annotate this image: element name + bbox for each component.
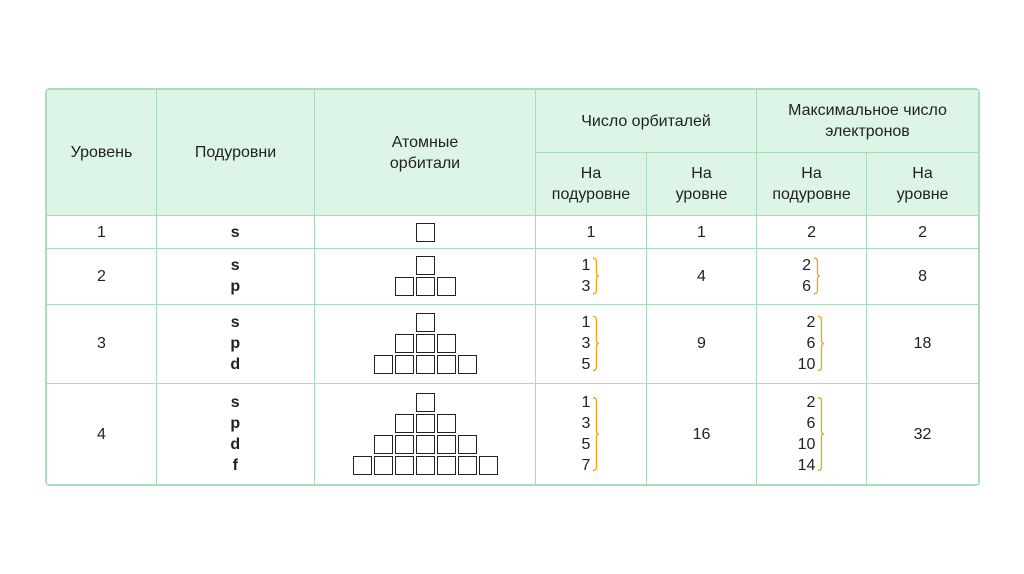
value: 2 [806, 394, 816, 412]
value: 6 [802, 278, 811, 296]
orbital-box [353, 456, 372, 475]
orbital-pyramid [415, 222, 436, 243]
table-row [47, 216, 979, 249]
electrons-level-cell: 2 [867, 216, 979, 249]
orbital-row [394, 333, 457, 354]
value: 3 [581, 335, 591, 353]
sublevel-label: d [230, 436, 241, 454]
orbital-pyramid [394, 255, 457, 297]
orbitals-level-cell: 4 [647, 249, 757, 304]
header-electrons-on-sublevel: На подуровне [757, 153, 867, 216]
orbital-box [374, 435, 393, 454]
orbital-row [373, 434, 478, 455]
orbital-row [352, 455, 499, 476]
level-cell: 3 [47, 304, 157, 384]
value: 2 [807, 223, 816, 241]
orbital-box [437, 334, 456, 353]
orbital-box [374, 355, 393, 374]
orbital-box [437, 355, 456, 374]
orbital-box [416, 435, 435, 454]
header-orbital-count: Число орбиталей [536, 90, 757, 153]
value: 2 [806, 314, 816, 332]
sublevel-label: f [232, 457, 239, 475]
orbitals-level-cell: 9 [647, 304, 757, 384]
electrons-sublevel-cell [757, 249, 867, 304]
orbital-box [395, 435, 414, 454]
orbital-pyramid [352, 392, 499, 476]
orbital-row [394, 413, 457, 434]
electrons-level-cell: 18 [867, 304, 979, 384]
header-level: Уровень [47, 90, 157, 216]
value: 6 [806, 415, 816, 433]
orbital-box [437, 414, 456, 433]
sublevels-cell [157, 249, 315, 304]
orbital-box [416, 223, 435, 242]
value: 5 [581, 356, 591, 374]
atomic-orbitals-cell [315, 384, 536, 485]
value: 10 [797, 356, 816, 374]
brace-icon [817, 312, 825, 375]
sublevels-cell [157, 304, 315, 384]
orbital-box [395, 456, 414, 475]
orbitals-sublevel-cell [536, 304, 647, 384]
sublevel-label: p [230, 335, 241, 353]
value: 10 [797, 436, 816, 454]
atomic-orbitals-cell [315, 304, 536, 384]
orbital-box [479, 456, 498, 475]
value: 1 [581, 257, 591, 275]
table-row [47, 249, 979, 304]
value: 5 [581, 436, 591, 454]
orbital-row [394, 276, 457, 297]
orbital-box [395, 277, 414, 296]
sublevels-cell [157, 216, 315, 249]
orbital-box [437, 277, 456, 296]
level-cell: 2 [47, 249, 157, 304]
orbital-row [415, 222, 436, 243]
brace-icon [817, 392, 825, 476]
brace-icon [592, 255, 600, 297]
orbital-box [437, 456, 456, 475]
value: 14 [797, 457, 816, 475]
value: 3 [581, 415, 591, 433]
orbital-box [395, 334, 414, 353]
orbital-box [416, 355, 435, 374]
sublevel-label: s [230, 223, 241, 241]
orbitals-sublevel-cell [536, 384, 647, 485]
sublevels-cell [157, 384, 315, 485]
orbitals-sublevel-cell [536, 249, 647, 304]
value: 7 [581, 457, 591, 475]
orbital-box [458, 355, 477, 374]
orbitals-sublevel-cell [536, 216, 647, 249]
sublevel-label: s [230, 314, 241, 332]
level-cell: 1 [47, 216, 157, 249]
electrons-sublevel-cell [757, 304, 867, 384]
sublevel-label: p [230, 415, 241, 433]
electrons-sublevel-cell [757, 384, 867, 485]
orbital-row [415, 392, 436, 413]
orbital-row [415, 312, 436, 333]
orbital-box [416, 313, 435, 332]
brace-icon [592, 312, 600, 375]
brace-icon [592, 392, 600, 476]
orbital-box [437, 435, 456, 454]
electrons-level-cell: 8 [867, 249, 979, 304]
table-row [47, 304, 979, 384]
orbital-pyramid [373, 312, 478, 375]
orbital-box [374, 456, 393, 475]
value: 1 [581, 394, 591, 412]
brace-icon [813, 255, 821, 297]
orbital-box [416, 256, 435, 275]
value: 1 [581, 314, 591, 332]
orbital-box [416, 334, 435, 353]
header-sublevels: Подуровни [157, 90, 315, 216]
electrons-level-cell: 32 [867, 384, 979, 485]
header-orbitals-on-sublevel: На подуровне [536, 153, 647, 216]
orbitals-level-cell: 16 [647, 384, 757, 485]
value: 1 [586, 223, 596, 241]
sublevel-label: s [230, 394, 241, 412]
value: 2 [802, 257, 811, 275]
orbital-box [395, 355, 414, 374]
orbital-box [458, 435, 477, 454]
sublevel-label: d [230, 356, 241, 374]
electrons-sublevel-cell [757, 216, 867, 249]
orbitals-level-cell: 1 [647, 216, 757, 249]
header-max-electrons: Максимальное число электронов [757, 90, 979, 153]
value: 6 [806, 335, 816, 353]
sublevel-label: p [230, 278, 241, 296]
orbital-box [416, 414, 435, 433]
orbital-box [416, 393, 435, 412]
orbitals-table [46, 89, 979, 485]
table-body [47, 216, 979, 485]
sublevel-label: s [230, 257, 241, 275]
level-cell: 4 [47, 384, 157, 485]
orbital-row [415, 255, 436, 276]
table-row [47, 384, 979, 485]
orbital-row [373, 354, 478, 375]
atomic-orbitals-cell [315, 216, 536, 249]
orbital-box [458, 456, 477, 475]
value: 3 [581, 278, 591, 296]
atomic-orbitals-cell [315, 249, 536, 304]
orbital-box [416, 277, 435, 296]
header-orbitals-on-level: На уровне [647, 153, 757, 216]
orbital-box [395, 414, 414, 433]
header-electrons-on-level: На уровне [867, 153, 979, 216]
orbital-box [416, 456, 435, 475]
header-atomic-orbitals: Атомные орбитали [315, 90, 536, 216]
